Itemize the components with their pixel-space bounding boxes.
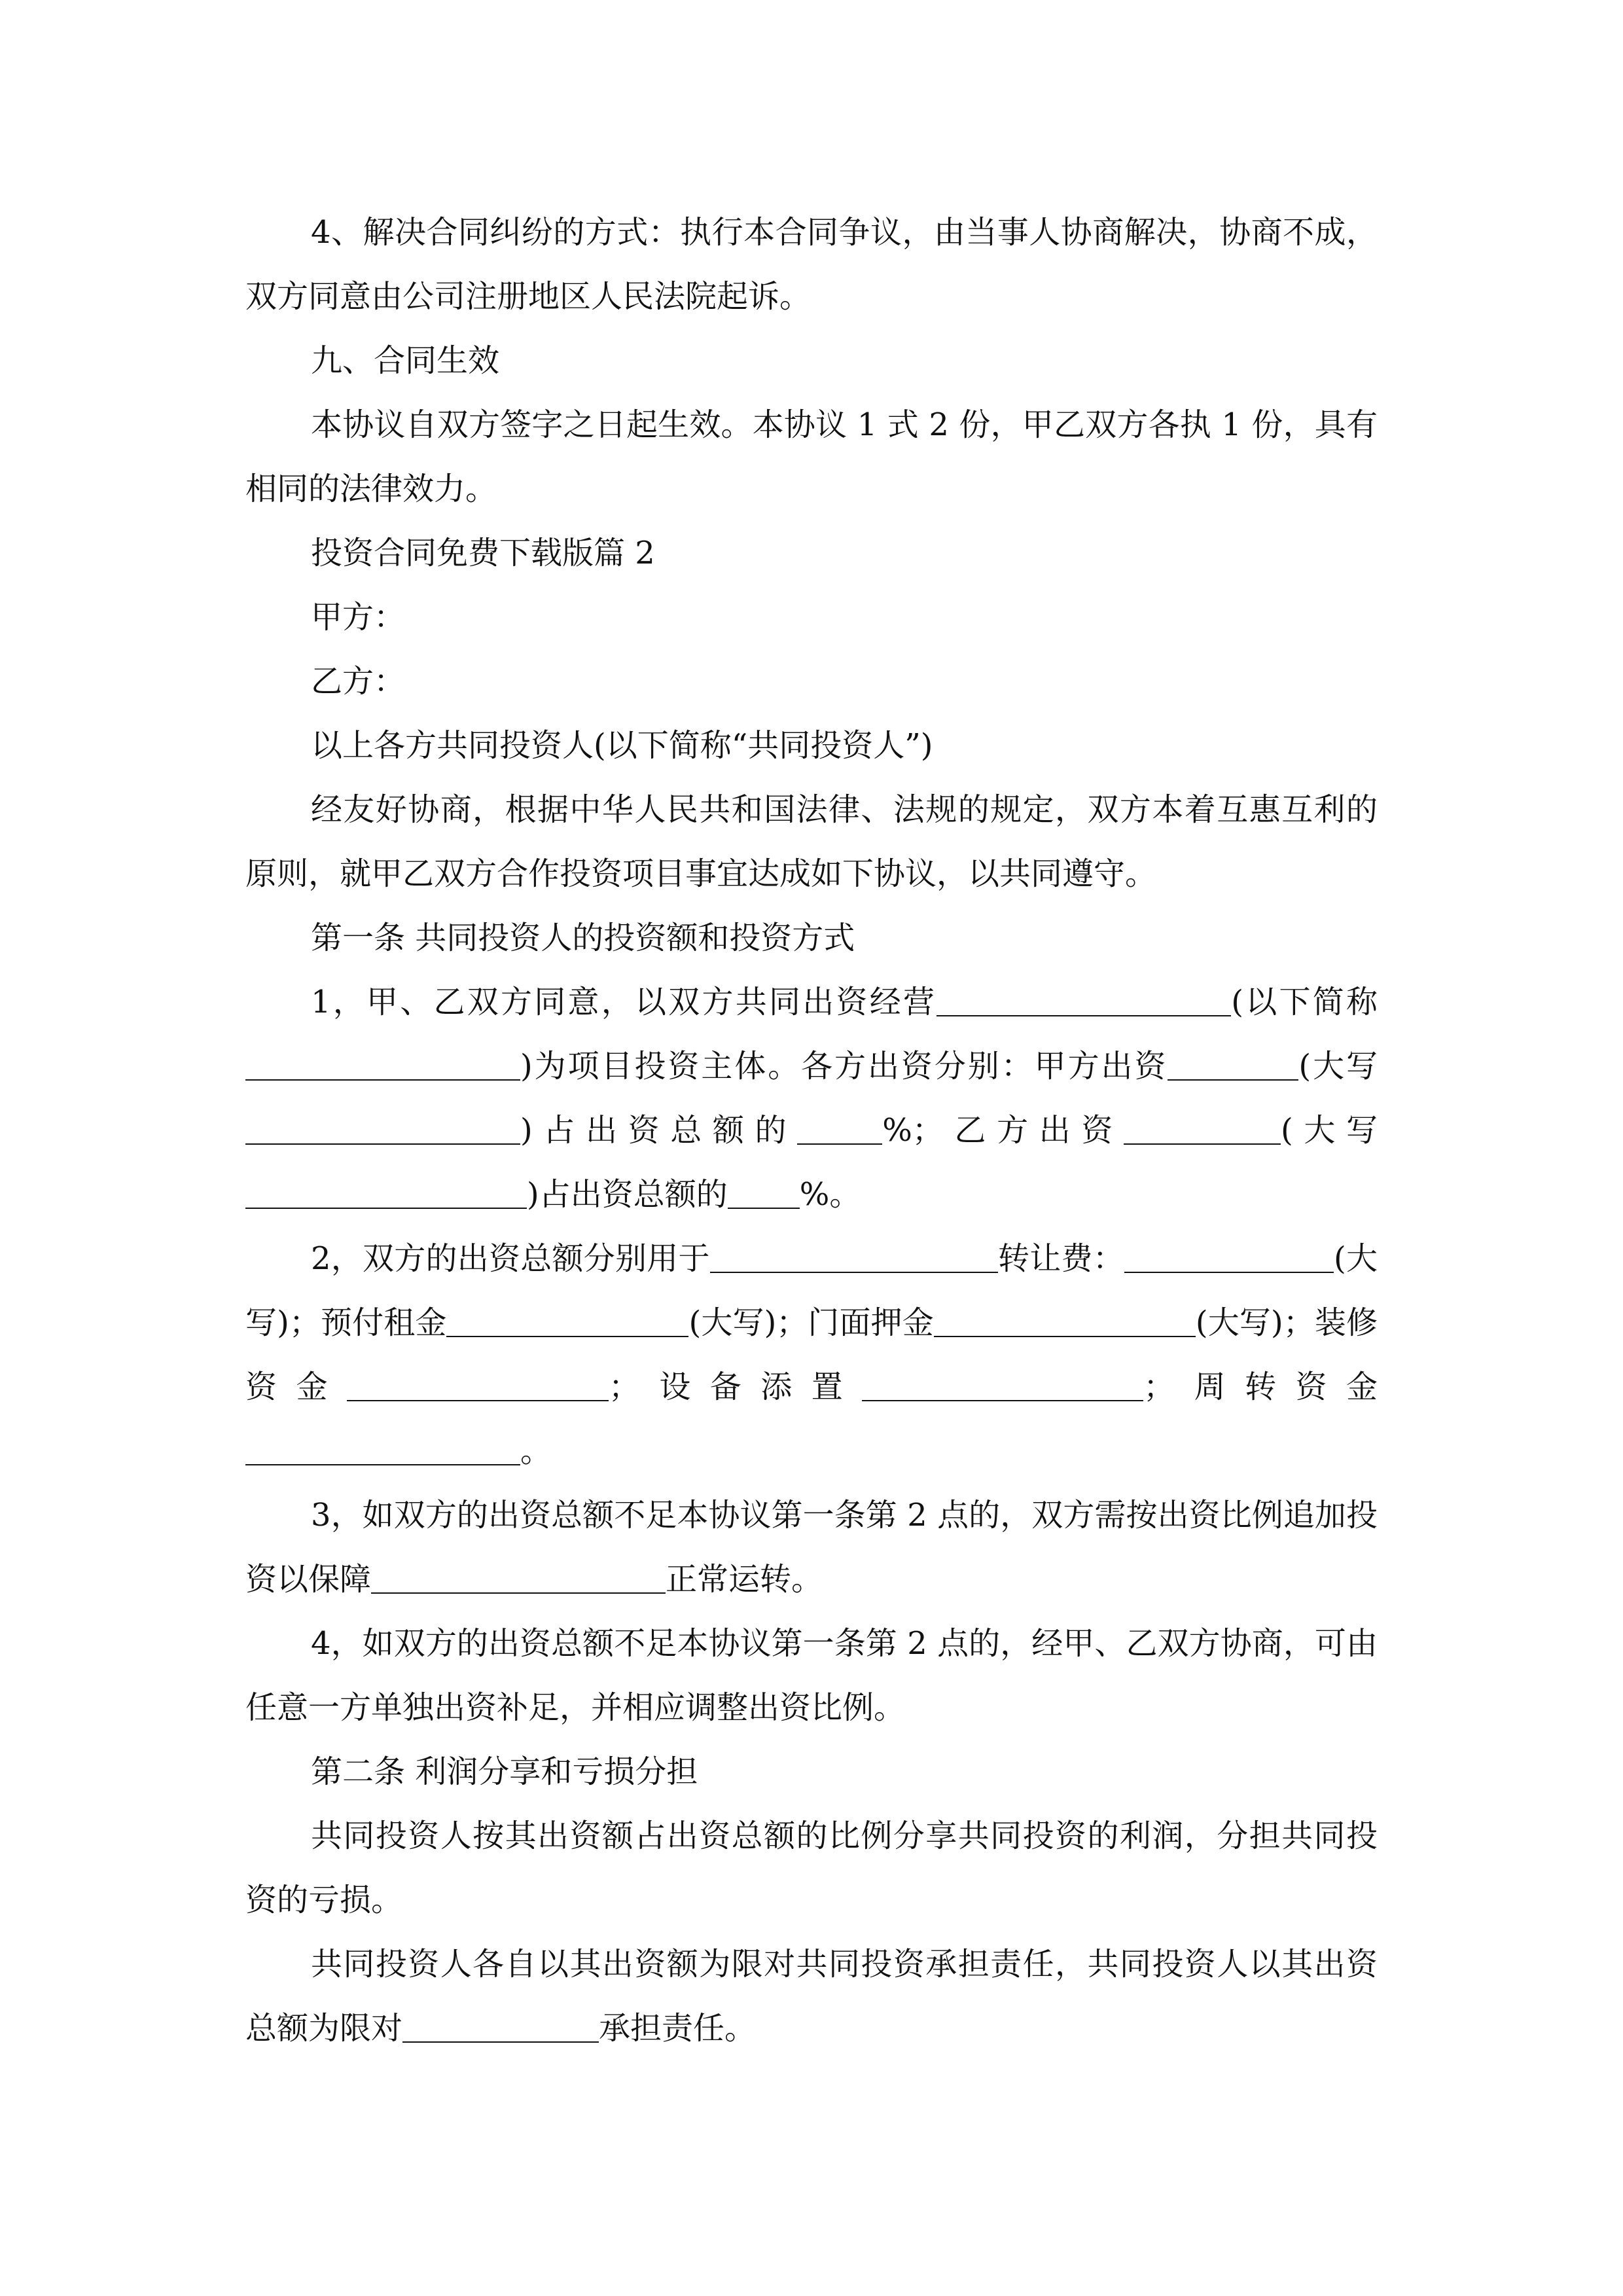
blank-field[interactable] [862, 1371, 1143, 1401]
contract-title-part2: 投资合同免费下载版篇 2 [311, 535, 655, 571]
co-investors-definition: 以上各方共同投资人(以下简称“共同投资人”) [311, 727, 933, 764]
article-1-clause-2: 2，双方的出资总额分别用于 转让费： (大写)；预付租金 (大写)；门面押金 (大写)；装修资金 ；设备添置 ；周转资金。 [245, 1240, 1378, 1469]
blank-field[interactable] [446, 1307, 688, 1337]
blank-field[interactable] [797, 1115, 882, 1145]
article-1-heading: 第一条 共同投资人的投资额和投资方式 [311, 920, 855, 956]
blank-field[interactable] [936, 986, 1231, 1016]
party-b-line: 乙方： [311, 663, 406, 700]
article-1-clause-1: 1，甲、乙双方同意，以双方共同出资经营 (以下简称)为项目投资主体。各方出资分别：甲方出资 (大写)占出资总额的 %；乙方出资 (大写)占出资总额的 %。 [245, 970, 1378, 1227]
article-1-clause-3: 3，如双方的出资总额不足本协议第一条第 2 点的，双方需按出资比例追加投资以保障 正常运转。 [245, 1497, 1378, 1598]
blank-field[interactable] [728, 1179, 800, 1209]
article-1-clause-4: 4，如双方的出资总额不足本协议第一条第 2 点的，经甲、乙双方协商，可由任意一方单独出资补足，并相应调整出资比例。 [245, 1625, 1378, 1726]
blank-field[interactable] [347, 1371, 609, 1401]
blank-field[interactable] [245, 1179, 527, 1209]
blank-field[interactable] [245, 1435, 520, 1465]
blank-field[interactable] [245, 1115, 520, 1145]
blank-field[interactable] [710, 1243, 998, 1273]
blank-field[interactable] [245, 1050, 520, 1081]
blank-field[interactable] [1124, 1243, 1334, 1273]
blank-field[interactable] [402, 2013, 599, 2043]
paragraph-effect: 本协议自双方签字之日起生效。本协议 1 式 2 份，甲乙双方各执 1 份，具有相同的法律效力。 [245, 406, 1378, 507]
article-2-heading: 第二条 利润分享和亏损分担 [311, 1753, 698, 1790]
paragraph-preamble: 经友好协商，根据中华人民共和国法律、法规的规定，双方本着互惠互利的原则，就甲乙双方合作投资项目事宜达成如下协议，以共同遵守。 [245, 791, 1378, 892]
blank-field[interactable] [934, 1307, 1196, 1337]
blank-field[interactable] [1168, 1050, 1298, 1081]
heading-contract-effect: 九、合同生效 [311, 342, 500, 379]
blank-field[interactable] [1124, 1115, 1281, 1145]
paragraph-dispute-resolution: 4、解决合同纠纷的方式：执行本合同争议，由当事人协商解决，协商不成，双方同意由公司注册地区人民法院起诉。 [245, 214, 1378, 315]
article-2-profit-sharing: 共同投资人按其出资额占出资总额的比例分享共同投资的利润，分担共同投资的亏损。 [245, 1818, 1378, 1918]
party-a-line: 甲方： [311, 599, 406, 636]
article-2-liability: 共同投资人各自以其出资额为限对共同投资承担责任，共同投资人以其出资总额为限对 承担责任。 [245, 1946, 1378, 2047]
blank-field[interactable] [371, 1564, 666, 1594]
